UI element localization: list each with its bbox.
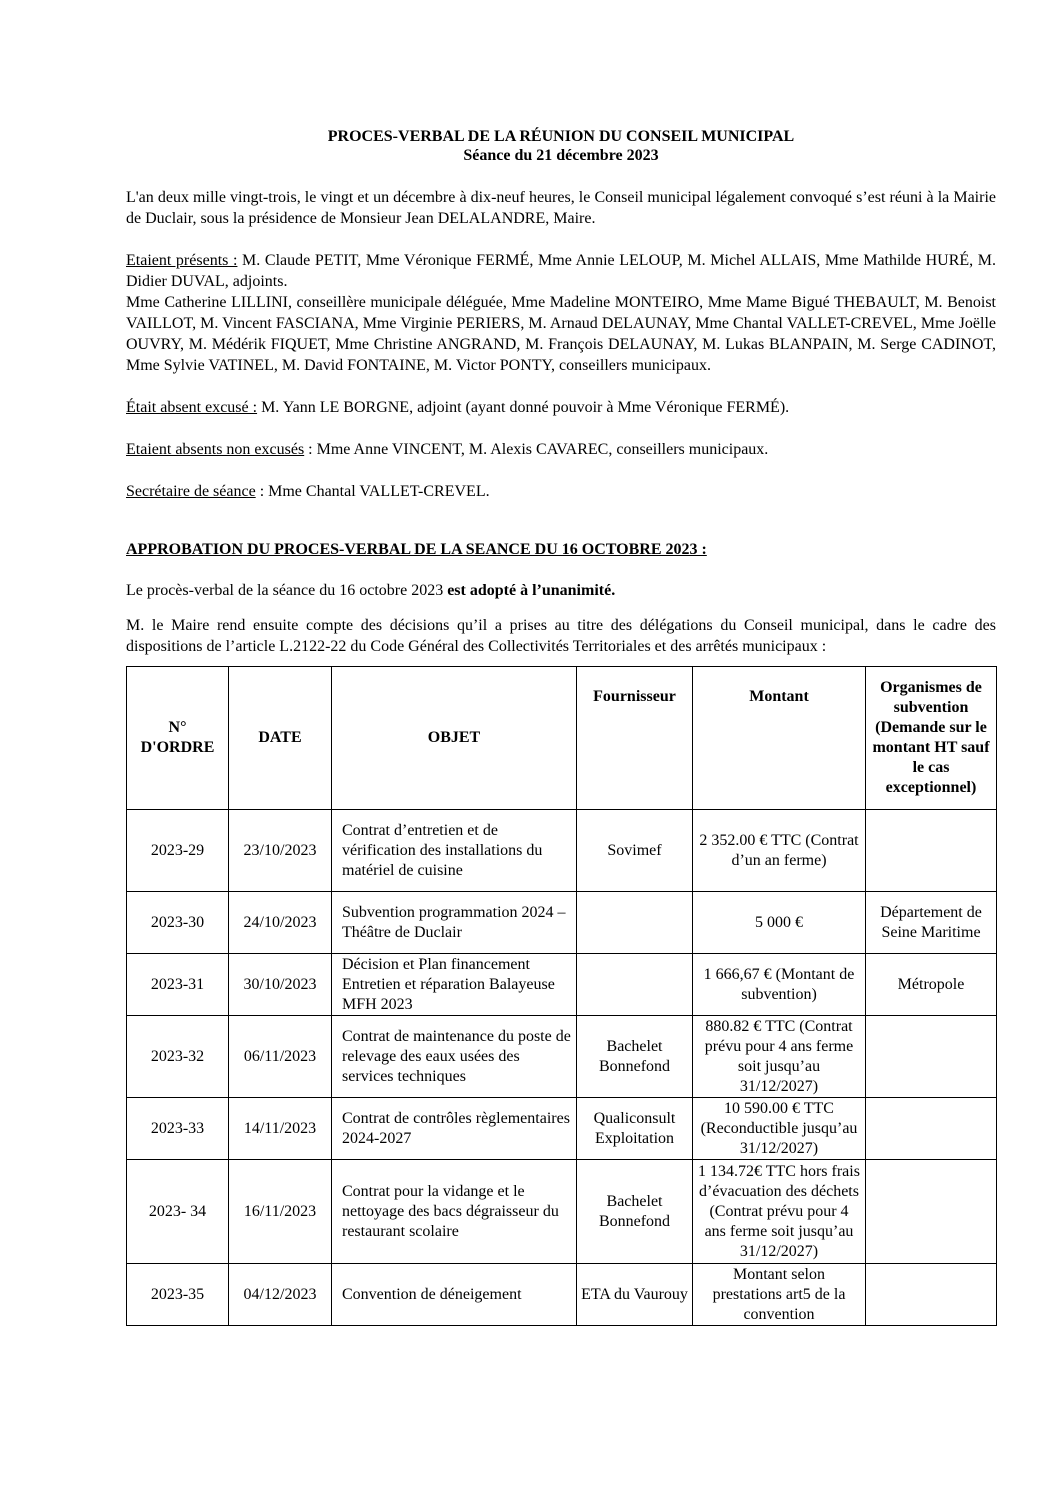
cell-montant: 2 352.00 € TTC (Contrat d’un an ferme) (693, 810, 866, 892)
cell-ordre: 2023-29 (127, 810, 229, 892)
cell-date: 06/11/2023 (229, 1016, 332, 1098)
cell-fournisseur: ETA du Vaurouy (577, 1264, 693, 1326)
cell-date: 30/10/2023 (229, 954, 332, 1016)
header-fournisseur: Fournisseur (577, 667, 693, 810)
cell-montant: 10 590.00 € TTC (Reconductible jusqu’au 31/12/2027) (693, 1098, 866, 1160)
presents-paragraph (126, 250, 996, 292)
table-row (127, 1264, 997, 1326)
cell-date: 14/11/2023 (229, 1098, 332, 1160)
cell-ordre: 2023-30 (127, 892, 229, 954)
header-date: DATE (229, 667, 332, 810)
cell-ordre: 2023-32 (127, 1016, 229, 1098)
cell-objet: Contrat de contrôles règlementaires 2024-2027 (332, 1098, 577, 1160)
decisions-intro: M. le Maire rend ensuite compte des décisions qu’il a prises au titre des délégations du Conseil municipal, dans le cadre des dispositions de l’article L.2122-22 du Code Général des Collectivités Territoriales et des arrêtés municipaux : (126, 617, 996, 655)
absent-excuse-label: Était absent excusé : (126, 399, 258, 416)
table-row (127, 892, 997, 954)
cell-objet: Contrat d’entretien et de vérification des installations du matériel de cuisine (332, 810, 577, 892)
cell-date: 04/12/2023 (229, 1264, 332, 1326)
section-title: APPROBATION DU PROCES-VERBAL DE LA SEANCE DU 16 OCTOBRE 2023 : (126, 541, 707, 558)
cell-organisme (866, 1098, 997, 1160)
table-row (127, 810, 997, 892)
table-row (127, 1098, 997, 1160)
title-line-1: PROCES-VERBAL DE LA RÉUNION DU CONSEIL MUNICIPAL (327, 128, 795, 145)
document-title (126, 127, 996, 165)
secretaire-text: : Mme Chantal VALLET-CREVEL. (255, 483, 490, 500)
secretaire-label: Secrétaire de séance (126, 483, 256, 500)
cell-organisme (866, 1160, 997, 1264)
table-row (127, 954, 997, 1016)
cell-organisme (866, 1016, 997, 1098)
decisions-table (126, 666, 997, 1326)
absent-excuse-text: M. Yann LE BORGNE, adjoint (ayant donné pouvoir à Mme Véronique FERMÉ). (257, 399, 790, 416)
approval-result: est adopté à l’unanimité. (447, 582, 616, 599)
presents-adjoints: M. Claude PETIT, Mme Véronique FERMÉ, Mme Annie LELOUP, M. Michel ALLAIS, Mme Mathilde HURÉ, M. Didier DUVAL, adjoints. (126, 252, 997, 290)
cell-montant: 1 666,67 € (Montant de subvention) (693, 954, 866, 1016)
presents-conseillers: Mme Catherine LILLINI, conseillère municipale déléguée, Mme Madeline MONTEIRO, Mme Mame Bigué THEBAULT, M. Benoist VAILLOT, M. Vincent FASCIANA, Mme Virginie PERIERS, M. Arnaud DELAUNAY, Mme Chantal VALLET-CREVEL, Mme Joëlle OUVRY, M. Médérik FIQUET, Mme Christine ANGRAND, M. François DELAUNAY, M. Lukas BLANPAIN, M. Serge CADINOT, Mme Sylvie VATINEL, M. David FONTAINE, M. Victor PONTY, conseillers municipaux. (126, 294, 996, 374)
cell-date: 24/10/2023 (229, 892, 332, 954)
table-header-row (127, 667, 997, 810)
header-montant: Montant (693, 667, 866, 810)
cell-objet: Contrat pour la vidange et le nettoyage des bacs dégraisseur du restaurant scolaire (332, 1160, 577, 1264)
cell-organisme: Département de Seine Maritime (866, 892, 997, 954)
cell-fournisseur: Sovimef (577, 810, 693, 892)
table-row (127, 1160, 997, 1264)
approval-paragraph (126, 580, 996, 601)
cell-fournisseur: Qualiconsult Exploitation (577, 1098, 693, 1160)
absent-excuse-paragraph (126, 397, 996, 418)
title-line-2: Séance du 21 décembre 2023 (463, 147, 659, 164)
cell-montant: 880.82 € TTC (Contrat prévu pour 4 ans ferme soit jusqu’au 31/12/2027) (693, 1016, 866, 1098)
header-ordre: N° D'ORDRE (127, 667, 229, 810)
header-organismes: Organismes de subvention (Demande sur le montant HT sauf le cas exceptionnel) (866, 667, 997, 810)
intro-paragraph: L'an deux mille vingt-trois, le vingt et un décembre à dix-neuf heures, le Conseil municipal légalement convoqué s’est réuni à la Mairie de Duclair, sous la présidence de Monsieur Jean DELALANDRE, Maire. (126, 189, 996, 227)
cell-objet: Contrat de maintenance du poste de relevage des eaux usées des services techniques (332, 1016, 577, 1098)
cell-ordre: 2023-33 (127, 1098, 229, 1160)
cell-montant: 5 000 € (693, 892, 866, 954)
cell-ordre: 2023-31 (127, 954, 229, 1016)
cell-ordre: 2023-35 (127, 1264, 229, 1326)
cell-montant: Montant selon prestations art5 de la convention (693, 1264, 866, 1326)
header-objet: OBJET (332, 667, 577, 810)
cell-organisme (866, 810, 997, 892)
cell-fournisseur: Bachelet Bonnefond (577, 1160, 693, 1264)
cell-date: 16/11/2023 (229, 1160, 332, 1264)
cell-organisme (866, 1264, 997, 1326)
approval-text: Le procès-verbal de la séance du 16 octobre 2023 (126, 582, 448, 599)
cell-fournisseur (577, 892, 693, 954)
cell-objet: Convention de déneigement (332, 1264, 577, 1326)
presents-label: Etaient présents : (126, 252, 238, 269)
absents-non-excuses-label: Etaient absents non excusés (126, 441, 305, 458)
document-page (126, 127, 996, 1326)
absents-non-excuses-text: : Mme Anne VINCENT, M. Alexis CAVAREC, conseillers municipaux. (304, 441, 769, 458)
cell-fournisseur (577, 954, 693, 1016)
cell-objet: Décision et Plan financement Entretien et réparation Balayeuse MFH 2023 (332, 954, 577, 1016)
absents-non-excuses-paragraph (126, 439, 996, 460)
cell-date: 23/10/2023 (229, 810, 332, 892)
cell-montant: 1 134.72€ TTC hors frais d’évacuation des déchets (Contrat prévu pour 4 ans ferme soit jusqu’au 31/12/2027) (693, 1160, 866, 1264)
cell-fournisseur: Bachelet Bonnefond (577, 1016, 693, 1098)
table-row (127, 1016, 997, 1098)
cell-organisme: Métropole (866, 954, 997, 1016)
cell-objet: Subvention programmation 2024 – Théâtre de Duclair (332, 892, 577, 954)
cell-ordre: 2023- 34 (127, 1160, 229, 1264)
secretaire-paragraph (126, 481, 996, 502)
